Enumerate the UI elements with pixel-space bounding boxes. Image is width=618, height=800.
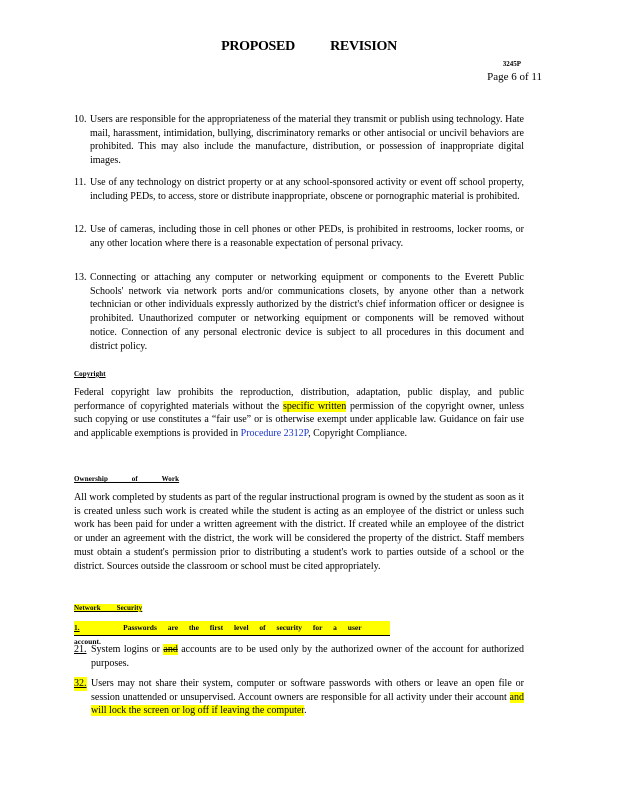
item-text: Connecting or attaching any computer or networking equipment or components to the Everett Public Schools' network via network ports and/or communications closets, by anyone other than a network technician or other individuals expressly authorized by the district's chief information officer or designee is prohibited. Unauthorized computer or networking equipment or components will be removed without notice. Connection of any personal electronic device is subject to all procedures in this document and district policy. (90, 272, 524, 352)
ownership-paragraph: All work completed by students as part of the regular instructional program is owned by the student as soon as it is created unless such work is created while the student is acting as an employee of the district or unless such work has been paid for under a written agreement with the district. If created while an employee of the district or under an agreement with the district, the work will be considered the property of the district. Staff members must obtain a student's permission prior to distributing a student's work to parties outside of a school or the district. Sources outside the classroom or school must be cited appropriately. (74, 492, 524, 572)
item-text: Use of any technology on district property or at any school-sponsored activity or event off school property, including PEDs, to access, store or distribute inappropriate, obscene or pornographic material is prohibited. (90, 177, 524, 202)
network-security-heading: Network Security (74, 604, 143, 612)
deleted-text: and (163, 644, 178, 655)
item-number: 32. (74, 678, 87, 689)
list-item (74, 271, 524, 353)
page-number: Page 6 of 11 (487, 71, 542, 83)
highlighted-text: and will lock the screen or log off if leaving the computer (91, 691, 524, 717)
copyright-paragraph: Federal copyright law prohibits the reproduction, distribution, adaptation, public display, and public performance of copyrighted materials without the specific written permission of the copyright owner, unless such copying or use constitutes a “fair use” or is otherwise exempt under applicable law. Guidance on fair use and applicable exemptions is provided in Procedure 2312P, Copyright Compliance. (74, 387, 524, 440)
highlighted-text: specific written (282, 400, 347, 412)
list-item (74, 113, 524, 168)
item-number: 21. (74, 644, 87, 655)
item-number: 12. (74, 224, 87, 235)
copyright-heading: Copyright (74, 370, 106, 378)
page-title: PROPOSED REVISION (221, 39, 397, 54)
network-item-2: 21. System logins or and accounts are to be used only by the authorized owner of the account for authorized purposes. (74, 644, 524, 669)
network-item-1: 1. Passwords are the first level of security for a user account. (74, 621, 390, 636)
item-number: 13. (74, 272, 87, 283)
item-number: 10. (74, 114, 87, 125)
policy-number: 3245P (502, 60, 521, 68)
item-text: Users are responsible for the appropriateness of the material they transmit or publish using technology. Hate mail, harassment, intimidation, bullying, discriminatory remarks or other antisocial or uncivil behaviors are prohibited. This may also include the manufacture, distribution, or possession of inappropriate digital images. (90, 114, 524, 167)
list-item (74, 176, 524, 203)
item-number: 11. (74, 177, 87, 188)
list-item (74, 223, 524, 250)
ownership-heading: Ownership of Work (74, 475, 180, 483)
network-item-3: 32. Users may not share their system, computer or software passwords with others or leave an open file or session unattended or unsupervised. Account owners are responsible for all activity under their account and will lock the screen or log off if leaving the computer. (74, 678, 524, 717)
procedure-link[interactable]: Procedure 2312P (240, 428, 309, 440)
item-text: Use of cameras, including those in cell phones or other PEDs, is prohibited in restrooms, locker rooms, or any other location where there is a reasonable expectation of personal privacy. (90, 224, 524, 249)
